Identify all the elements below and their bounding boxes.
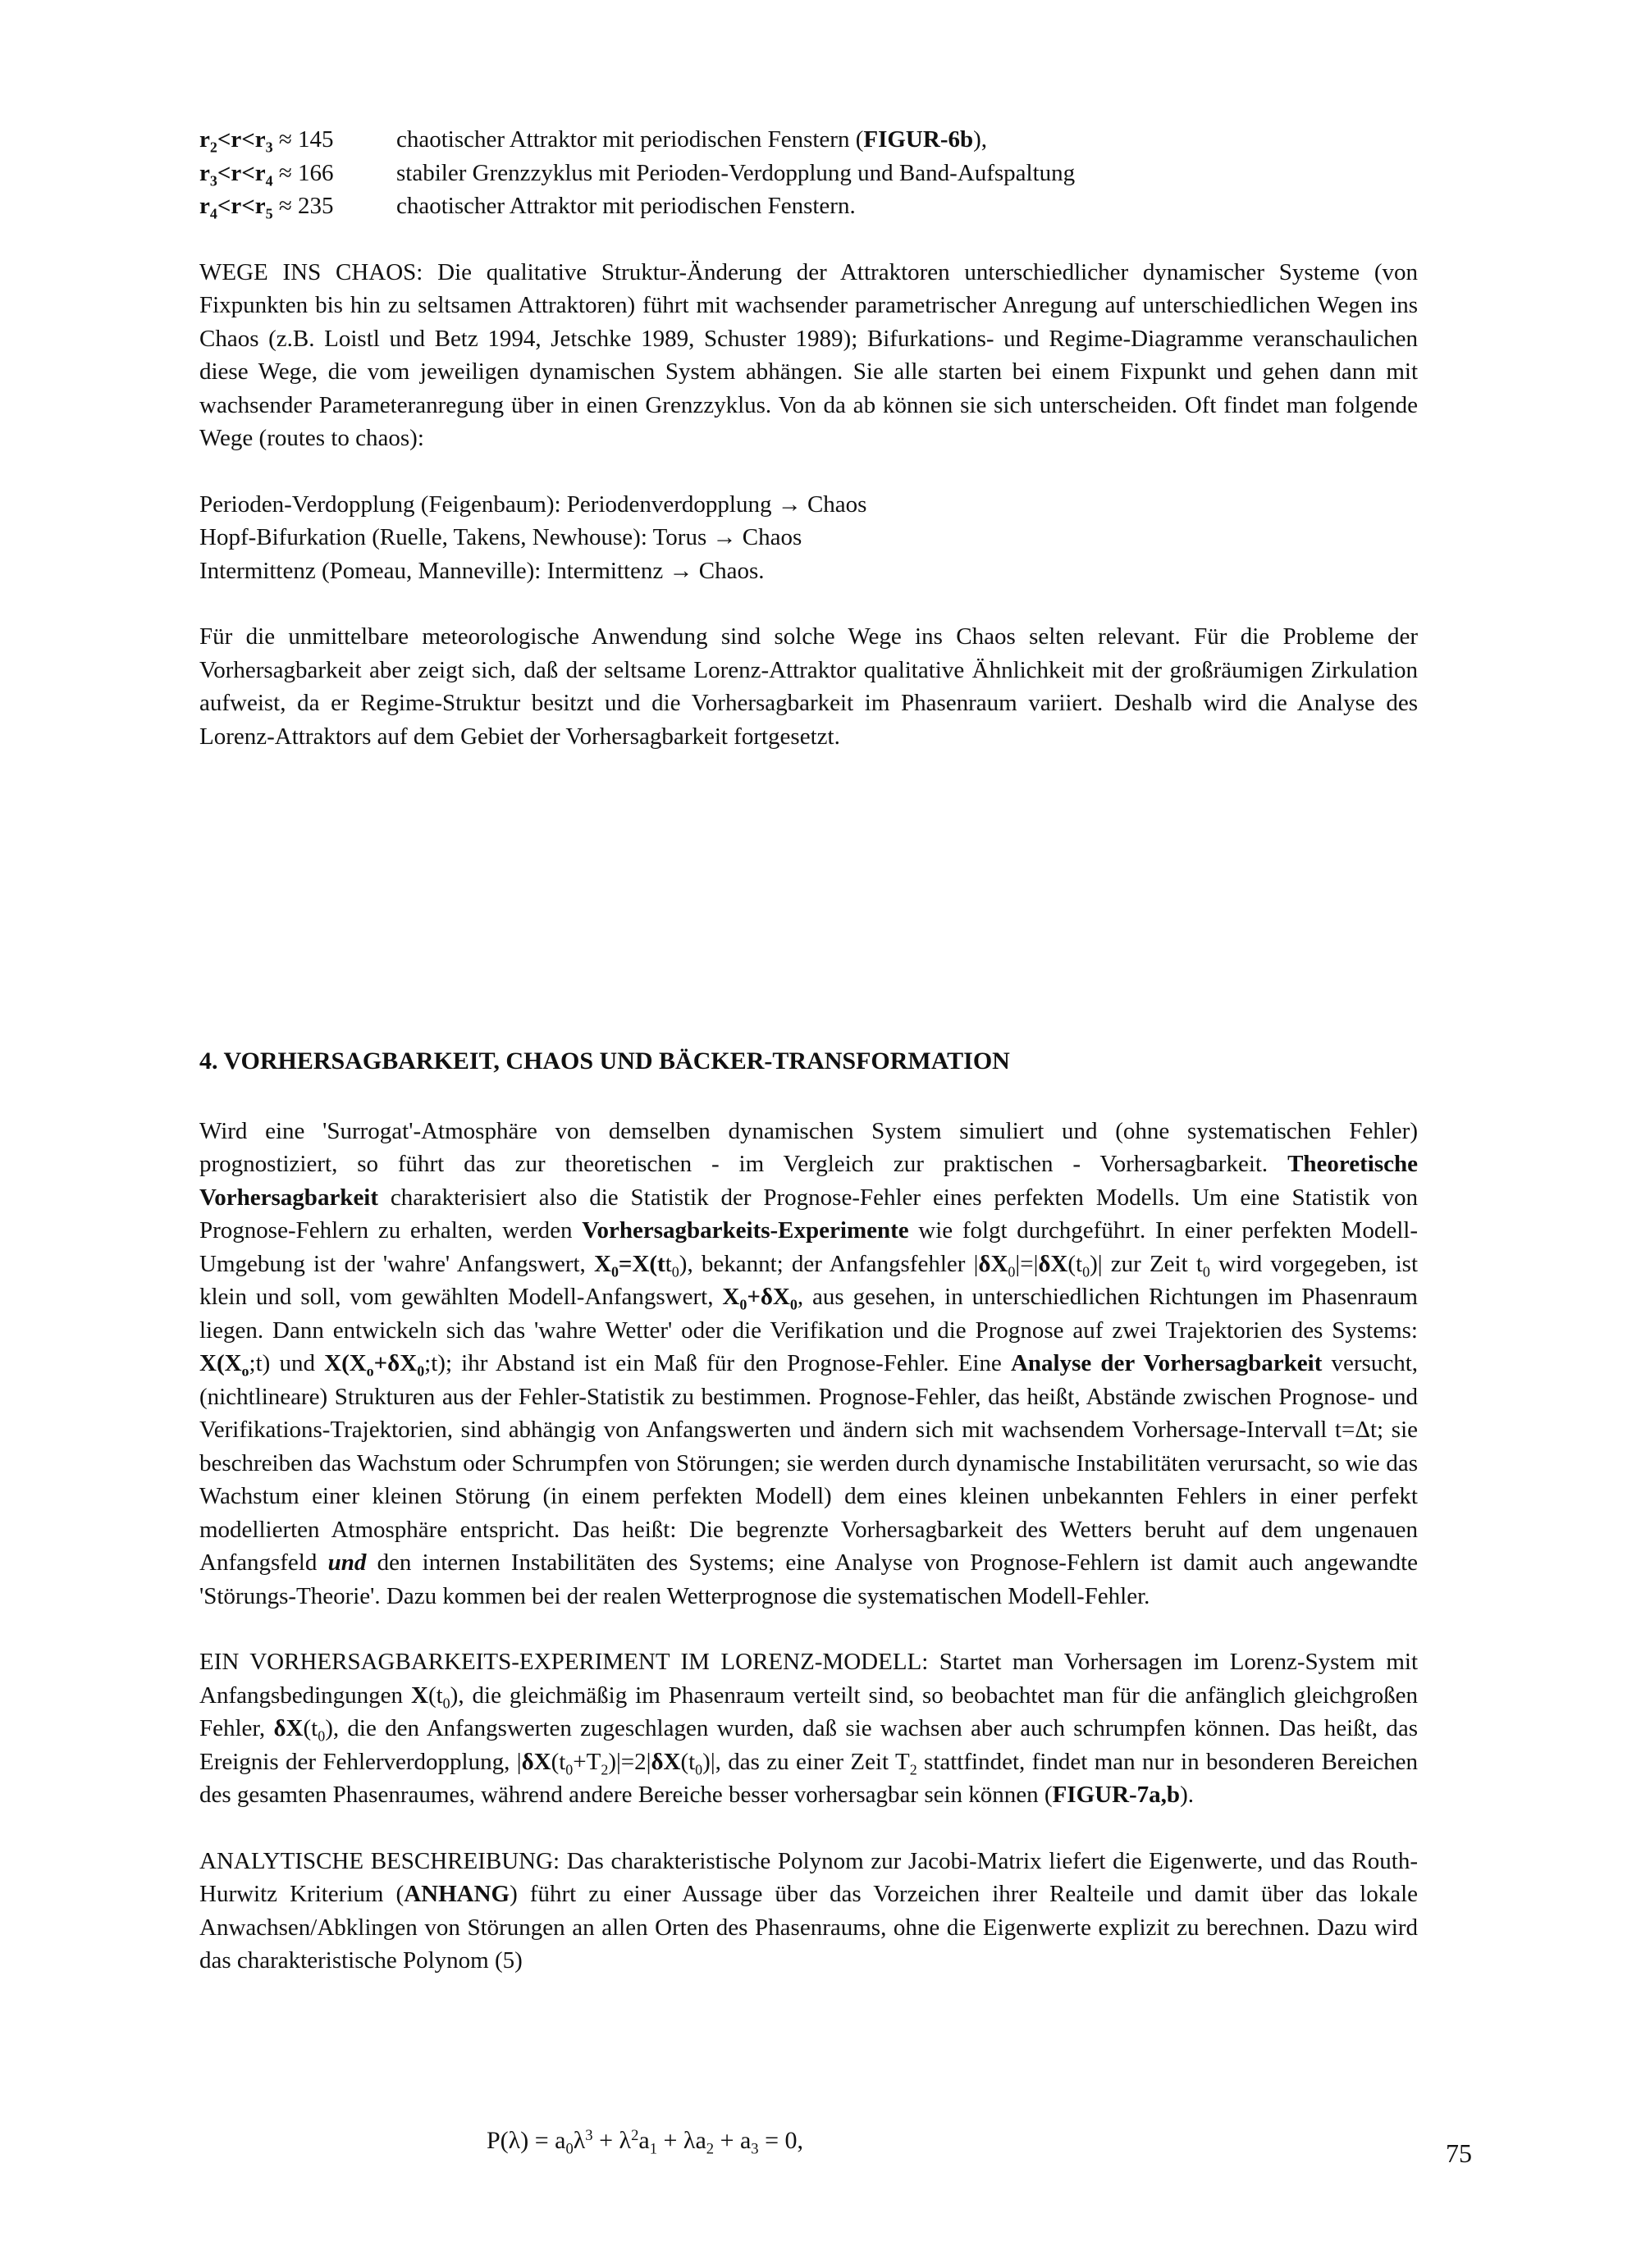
- route-item: Intermittenz (Pomeau, Manneville): Intermittenz → Chaos.: [199, 557, 765, 584]
- regime-condition: $r_4<r<r_5 \approx 235$: [199, 193, 334, 222]
- regime-table: [199, 123, 1418, 223]
- analytic-paragraph: ANALYTISCHE BESCHREIBUNG: Das charakteristische Polynom zur Jacobi-Matrix liefert die Eigenwerte, und das Routh-Hurwitz Kriterium (ANHANG) führt zu einer Aussage über das Vorzeichen ihrer Realteile und damit über das lokale Anwachsen/Abklingen von Störungen an allen Orten des Phasenraums, ohne die Eigenwerte explizit zu berechnen. Dazu wird das charakteristische Polynom (5): [199, 1847, 1418, 1974]
- routes-list: [199, 488, 1418, 588]
- experiment-paragraph: EIN VORHERSAGBARKEITS-EXPERIMENT IM LORENZ-MODELL: Startet man Vorhersagen im Lorenz-System mit Anfangsbedingungen $X(t_0)$, die gleichmäßig im Phasenraum verteilt sind, so beobachtet man für die anfänglich gleichgroßen Fehler, $\delta X(t_0)$, die den Anfangswerten zugeschlagen wurden, daß sie wachsen aber auch schrumpfen können. Das heißt, das Ereignis der Fehlerverdopplung, $|\delta X(t_0+T_2)|=2|\delta X(t_0)|$, das zu einer Zeit $T_2$ stattfindet, findet man nur in besonderen Bereichen des gesamten Phasenraumes, während andere Bereiche besser vorhersagbar sein können (FIGUR-7a,b).: [199, 1649, 1418, 1808]
- page-number: 75: [1446, 2138, 1472, 2168]
- regime-condition: $r_3<r<r_4 \approx 166$: [199, 159, 334, 189]
- fuer-paragraph: Für die unmittelbare meteorologische Anwendung sind solche Wege ins Chaos selten relevant. Für die Probleme der Vorhersagbarkeit aber zeigt sich, daß der seltsame Lorenz-Attraktor qualitative Ähnlichkeit mit der großräumigen Zirkulation aufweist, da er Regime-Struktur besitzt und die Vorhersagbarkeit im Phasenraum variiert. Deshalb wird die Analyse des Lorenz-Attraktors auf dem Gebiet der Vorhersagbarkeit fortgesetzt.: [199, 623, 1418, 750]
- section-title: VORHERSAGBARKEIT, CHAOS UND BÄCKER-TRANSFORMATION: [223, 1047, 1010, 1075]
- wege-paragraph: WEGE INS CHAOS: Die qualitative Struktur-Änderung der Attraktoren unterschiedlicher dynamischer Systeme (von Fixpunkten bis hin zu seltsamen Attraktoren) führt mit wachsender parametrischer Anregung auf unterschiedlichen Wegen ins Chaos (z.B. Loistl und Betz 1994, Jetschke 1989, Schuster 1989); Bifurkations- und Regime-Diagramme veranschaulichen diese Wege, die vom jeweiligen dynamischen System abhängen. Sie alle starten bei einem Fixpunkt und gehen dann mit wachsender Parameteranregung über in einen Grenzzyklus. Von da ab können sie sich unterscheiden. Oft findet man folgende Wege (routes to chaos):: [199, 258, 1418, 451]
- regime-condition: $r_2<r<r_3 \approx 145$: [199, 126, 334, 156]
- route-item: Hopf-Bifurkation (Ruelle, Takens, Newhouse): Torus → Chaos: [199, 524, 802, 550]
- section-number: 4.: [199, 1047, 218, 1075]
- regime-description: chaotischer Attraktor mit periodischen Fenstern.: [396, 193, 856, 219]
- regime-description: stabiler Grenzzyklus mit Perioden-Verdopplung und Band-Aufspaltung: [396, 159, 1076, 186]
- page-body: [199, 123, 1418, 1978]
- section-heading: [199, 1045, 1418, 1079]
- route-item: Perioden-Verdopplung (Feigenbaum): Periodenverdopplung → Chaos: [199, 491, 867, 518]
- regime-description: chaotischer Attraktor mit periodischen Fenstern (FIGUR-6b),: [396, 126, 988, 153]
- figure-reference: FIGUR-6b: [863, 126, 974, 153]
- characteristic-polynomial: $P(\lambda) = a_0\lambda^3 + \lambda^2a_1 + \lambda a_2 + a_3 = 0$,: [487, 2126, 804, 2158]
- theory-paragraph: Wird eine 'Surrogat'-Atmosphäre von demselben dynamischen System simuliert und (ohne systematischen Fehler) prognostiziert, so führt das zur theoretischen - im Vergleich zur praktischen - Vorhersagbarkeit. Theoretische Vorhersagbarkeit charakterisiert also die Statistik der Prognose-Fehler eines perfekten Modells. Um eine Statistik von Prognose-Fehlern zu erhalten, werden Vorhersagbarkeits-Experimente wie folgt durchgeführt. In einer perfekten Modell-Umgebung ist der 'wahre' Anfangswert, $X_0=X(tt_0)$, bekannt; der Anfangsfehler $|\delta X_0|=|\delta X(t_0)|$ zur Zeit $t_0$ wird vorgegeben, ist klein und soll, vom gewählten Modell-Anfangswert, $X_0+\delta X_0$, aus gesehen, in unterschiedlichen Richtungen im Phasenraum liegen. Dann entwickeln sich das 'wahre Wetter' oder die Verifikation und die Prognose auf zwei Trajektorien des Systems: $X(X_o;t)$ und $X(X_o+\delta X_0;t)$; ihr Abstand ist ein Maß für den Prognose-Fehler. Eine Analyse der Vorhersagbarkeit versucht, (nichtlineare) Strukturen aus der Fehler-Statistik zu bestimmen. Prognose-Fehler, das heißt, Abstände zwischen Prognose- und Verifikations-Trajektorien, sind abhängig von Anfangswerten und ändern sich mit wachsendem Vorhersage-Intervall t=Δt; sie beschreiben das Wachstum oder Schrumpfen von Störungen; sie werden durch dynamische Instabilitäten verursacht, so wie das Wachstum einer kleinen Störung (in einem perfekten Modell) dem eines kleinen unbekannten Fehlers in einer perfekt modellierten Atmosphäre entspricht. Das heißt: Die begrenzte Vorhersagbarkeit des Wetters beruht auf dem ungenauen Anfangsfeld und den internen Instabilitäten des Systems; eine Analyse von Prognose-Fehlern ist damit auch angewandte 'Störungs-Theorie'. Dazu kommen bei der realen Wetterprognose die systematischen Modell-Fehler.: [199, 1117, 1419, 1609]
